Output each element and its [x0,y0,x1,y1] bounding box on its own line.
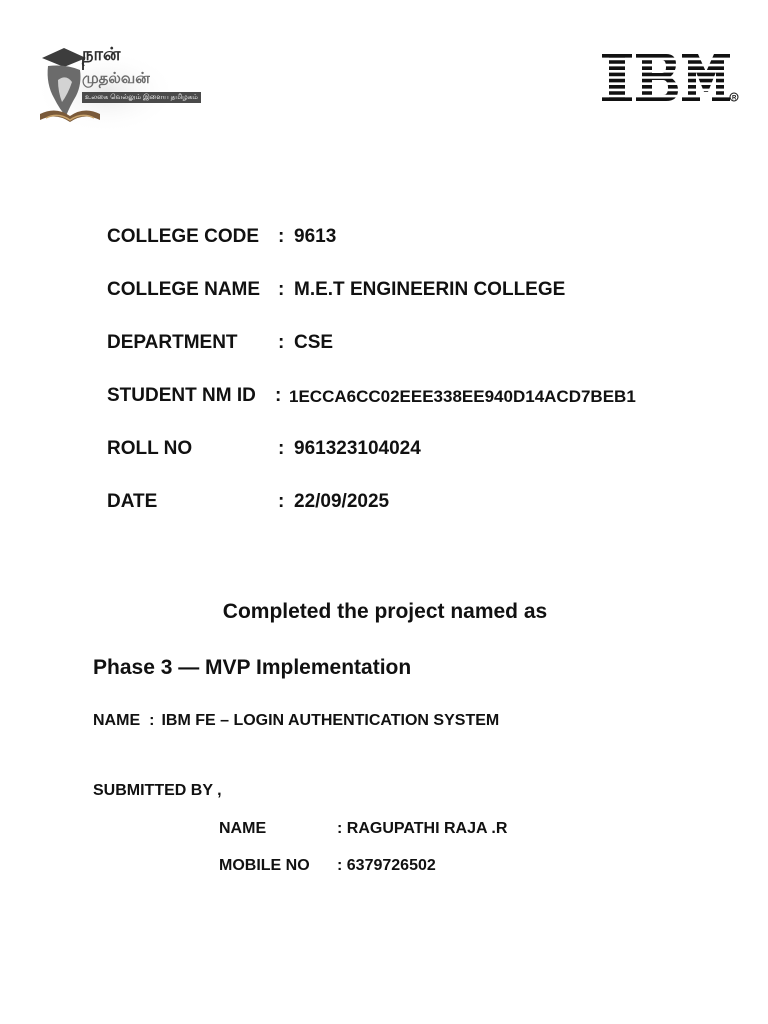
info-value: 1ECCA6CC02EEE338EE940D14ACD7BEB1 [289,387,636,406]
info-separator: : [278,279,285,300]
phase-title: Phase 3 — MVP Implementation [93,656,412,679]
info-separator: : [278,491,285,512]
submitter-separator: : [337,820,343,837]
project-value: IBM FE – LOGIN AUTHENTICATION SYSTEM [161,712,500,729]
project-name-line [93,712,499,730]
info-label: STUDENT NM ID [107,385,256,406]
info-value: 22/09/2025 [294,491,390,512]
info-separator: : [278,226,285,247]
info-label: COLLEGE CODE [107,226,260,247]
submitter-name-row [219,820,507,838]
info-value: CSE [294,332,334,353]
svg-text:R: R [732,95,737,102]
info-label: DATE [107,491,158,512]
ibm-logo [600,52,740,104]
info-value: 961323104024 [294,438,421,459]
info-value: M.E.T ENGINEERIN COLLEGE [294,279,566,300]
info-separator: : [278,438,285,459]
project-separator: : [149,712,155,729]
info-value: 9613 [294,226,337,247]
submitter-value: RAGUPATHI RAJA .R [346,820,508,837]
submitter-label: NAME [219,820,267,837]
submitter-separator: : [337,857,343,874]
submitter-value: 6379726502 [346,857,436,874]
logo-text-line2: முதல்வன் [82,70,150,87]
info-label: ROLL NO [107,438,193,459]
submitter-mobile-row [219,857,436,875]
submitted-by-label: SUBMITTED BY , [93,782,222,799]
info-label: COLLEGE NAME [107,279,261,300]
submitter-label: MOBILE NO [219,857,310,874]
logo-text-line1: நான் [82,44,121,64]
info-separator: : [278,332,285,353]
completed-heading: Completed the project named as [222,600,548,623]
info-label: DEPARTMENT [107,332,238,353]
info-separator: : [275,385,282,406]
project-label: NAME [93,712,141,729]
logo-tagline: உலகை வெல்லும் இளைய தமிழகம் [82,92,201,103]
